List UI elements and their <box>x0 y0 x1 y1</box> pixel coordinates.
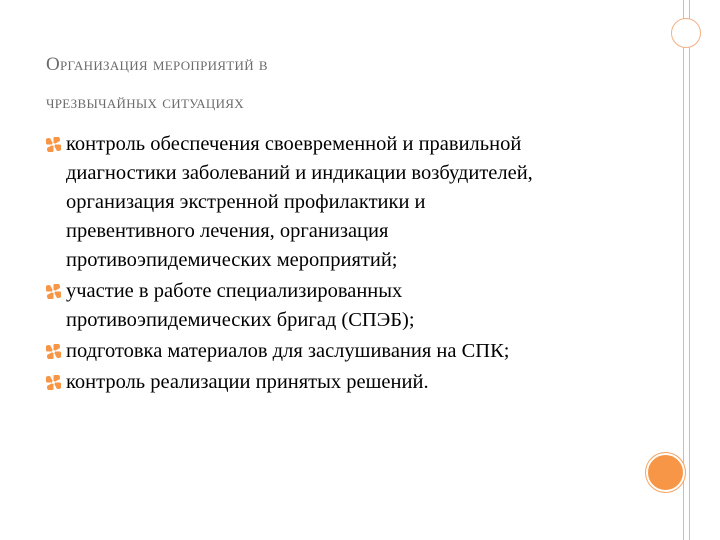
bullet-list <box>46 130 646 397</box>
bullet-line: подготовка материалов для заслушивания на СПК; <box>66 340 510 362</box>
flower-bullet-icon <box>46 137 61 152</box>
decorative-rail <box>683 0 690 540</box>
bullet-line: контроль реализации принятых решений. <box>66 371 429 393</box>
title-line-2: чрезвычайных ситуациях <box>46 92 244 113</box>
slide-title <box>46 46 626 122</box>
bullet-line: контроль обеспечения своевременной и правильной <box>66 133 522 155</box>
title-line-1: Организация мероприятий в <box>46 54 268 75</box>
bullet-line: противоэпидемических мероприятий; <box>66 249 398 271</box>
bullet-line: организация экстренной профилактики и <box>66 191 426 213</box>
bullet-item-2 <box>46 277 646 335</box>
bullet-item-3 <box>46 337 646 366</box>
flower-bullet-icon <box>46 284 61 299</box>
decorative-orange-circle <box>646 453 685 492</box>
bullet-line: противоэпидемических бригад (СПЭБ); <box>66 309 415 331</box>
flower-bullet-icon <box>46 344 61 359</box>
flower-bullet-icon <box>46 375 61 390</box>
bullet-line: участие в работе специализированных <box>66 280 403 302</box>
decorative-ring <box>671 18 701 48</box>
bullet-item-4 <box>46 368 646 397</box>
bullet-line: превентивного лечения, организация <box>66 220 389 242</box>
bullet-line: диагностики заболеваний и индикации возбудителей, <box>66 162 533 184</box>
bullet-item-1 <box>46 130 646 275</box>
